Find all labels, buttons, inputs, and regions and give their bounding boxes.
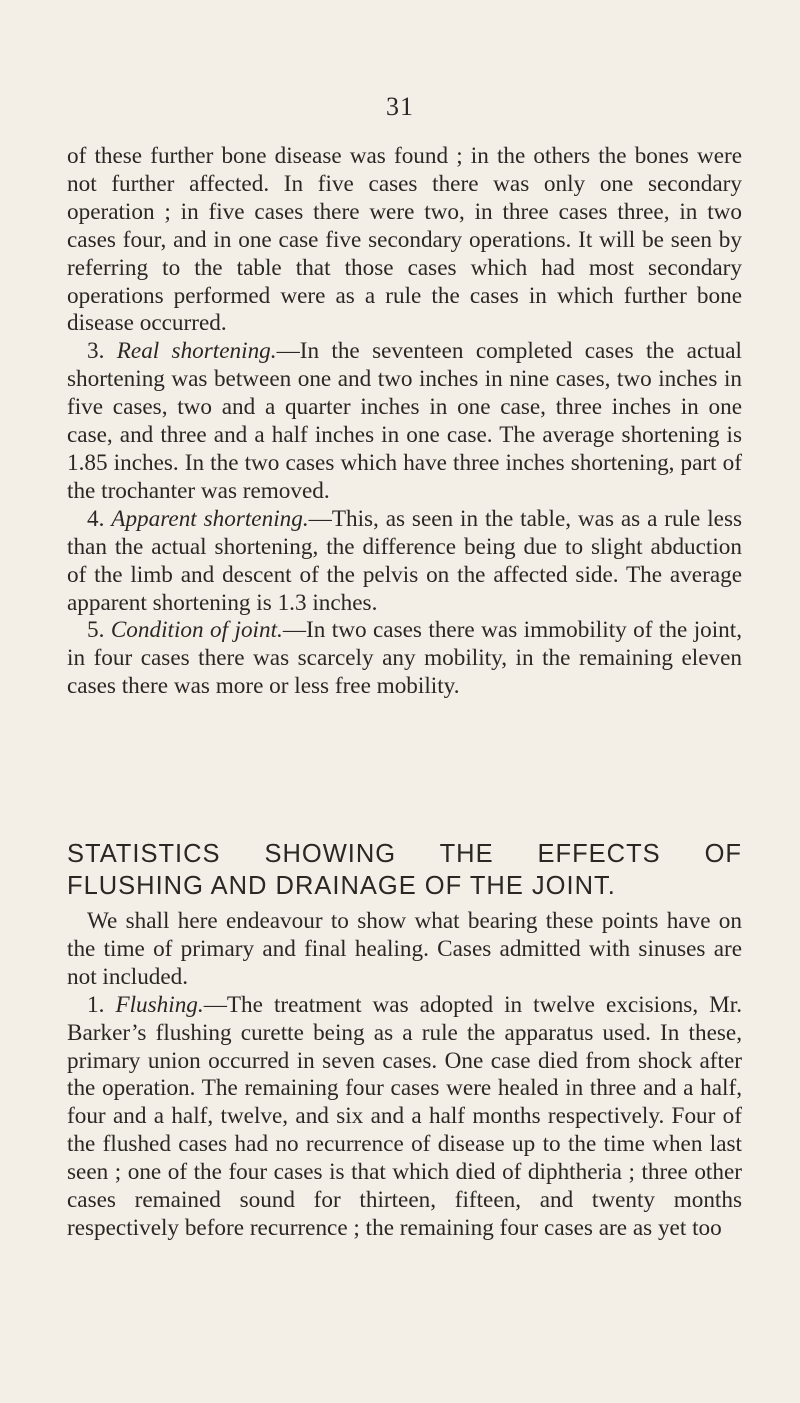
continuation-paragraph: of these further bone disease was found ; in the others the bones were not further affected. In five cases there was only one secondary operation ; in five cases there were two, in three cases three, in two cases four, and in one case five secondary operations. It will be seen by referring to the table that those cases which had most secondary operations performed were as a rule the cases in which further bone disease occurred.	[67, 143, 742, 337]
item-text: —In two cases there was immobility of the joint, in four cases there was scarcely any mobility, in the remaining eleven cases there was more or less free mobility.	[67, 617, 743, 700]
section-heading: STATISTICS SHOWING THE EFFECTS OF FLUSHING AND DRAINAGE OF THE JOINT.	[67, 840, 742, 900]
item-number: 5.	[87, 617, 105, 644]
condition-of-joint-paragraph	[67, 617, 742, 701]
real-shortening-paragraph	[67, 338, 742, 505]
intro-paragraph: We shall here endeavour to show what bearing these points have on the time of primary and final healing. Cases admitted with sinuses are not included.	[67, 908, 742, 990]
item-number: 1.	[87, 991, 105, 1018]
item-number: 4.	[87, 505, 105, 532]
bottom-text-block	[67, 908, 742, 1243]
item-text: —In the seventeen completed cases the actual shortening was between one and two inches in nine cases, two inches in five cases, two and a quarter inches in one case, three inches in one case, and three and a half inches in one case. The average shortening is 1.85 inches. In the two cases which have three inches shortening, part of the trochanter was removed.	[67, 338, 743, 504]
item-title: Condition of joint.	[110, 617, 283, 644]
top-text-block	[67, 143, 742, 701]
item-title: Flushing.	[115, 991, 204, 1018]
item-text: —The treatment was adopted in twelve excisions, Mr. Barker’s flushing curette being as a rule the apparatus used. In these, primary union occurred in seven cases. One case died from shock after the operation. The remaining four cases were healed in three and a half, four and a half, twelve, and six and a half months respectively. Four of the flushed cases had no recurrence of disease up to the time when last seen ; one of the four cases is that which died of diphtheria ; three other cases remained sound for thirteen, fifteen, and twenty months respectively before recurrence ; the remaining four cases are as yet too	[67, 991, 743, 1241]
item-text: —This, as seen in the table, was as a rule less than the actual shortening, the difference being due to slight abduction of the limb and descent of the pelvis on the affected side. The average apparent shortening is 1.3 inches.	[67, 505, 743, 616]
item-title: Real shortening.	[116, 338, 277, 365]
flushing-paragraph	[67, 992, 742, 1243]
item-number: 3.	[87, 338, 105, 365]
apparent-shortening-paragraph	[67, 506, 742, 618]
page-number: 31	[386, 92, 414, 121]
item-title: Apparent shortening.	[111, 505, 309, 532]
